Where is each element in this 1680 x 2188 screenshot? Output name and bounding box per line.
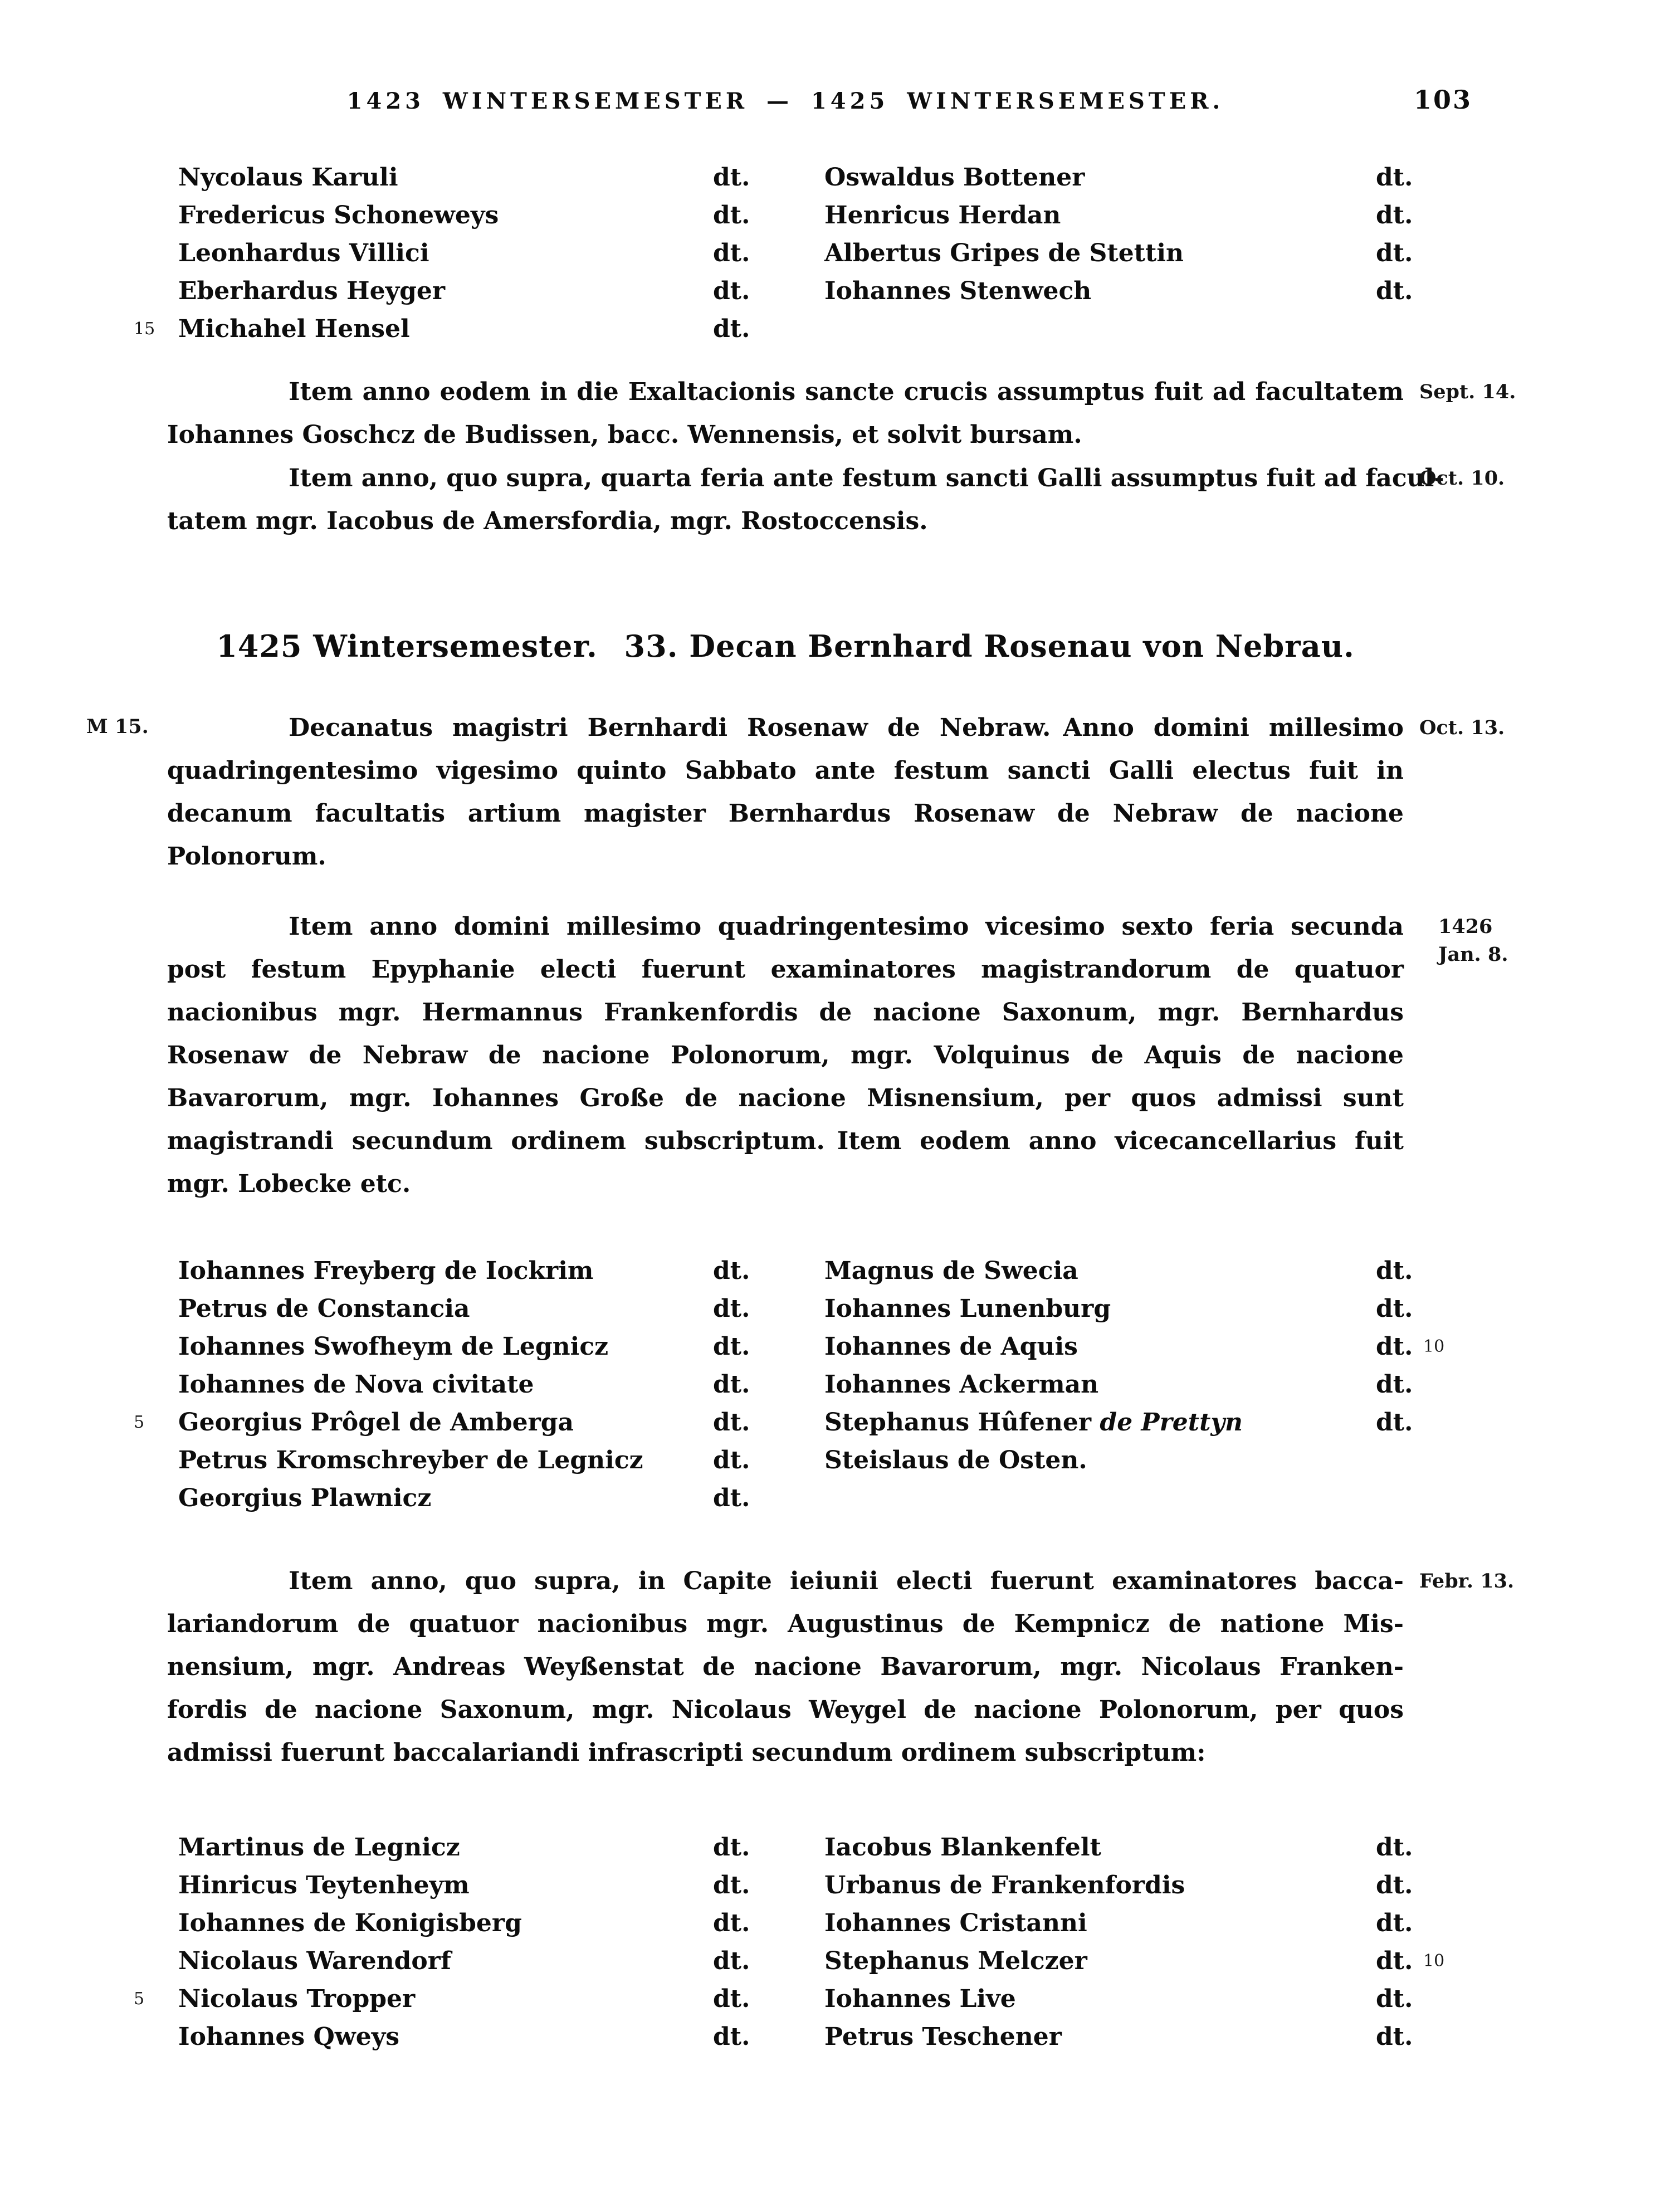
text-line: Item anno domini millesimo quadringentesimo vicesimo sexto feria secunda bbox=[289, 912, 1404, 941]
line-number bbox=[1423, 310, 1468, 348]
margin-note-line: 1426 bbox=[1438, 915, 1493, 938]
dt-paid-mark: dt. bbox=[713, 1947, 750, 1975]
dt-paid-mark: dt. bbox=[713, 163, 750, 192]
dt-paid-mark: dt. bbox=[713, 1871, 750, 1899]
dt-paid-mark: dt. bbox=[713, 315, 750, 343]
student-name: Albertus Gripes de Stettin bbox=[824, 239, 1184, 267]
line-number bbox=[128, 1904, 178, 1942]
dt-paid-mark: dt. bbox=[1376, 1295, 1413, 1323]
line-number bbox=[128, 1942, 178, 1980]
dt-paid-mark: dt. bbox=[1376, 1370, 1413, 1399]
dt-paid-mark: dt. bbox=[713, 1295, 750, 1323]
margin-note-line: Sept. 14. bbox=[1419, 380, 1516, 403]
dt-paid-mark: dt. bbox=[1376, 1408, 1413, 1437]
text-line: Polonorum. bbox=[167, 842, 326, 871]
text-line: nacionibus mgr. Hermannus Frankenfordis de nacione Saxonum, mgr. Bernhardus bbox=[167, 998, 1404, 1027]
text-line: Item anno, quo supra, quarta feria ante festum sancti Galli assumptus fuit ad facul- bbox=[289, 464, 1444, 492]
dt-paid-mark: dt. bbox=[713, 1909, 750, 1937]
list-row bbox=[128, 197, 1476, 235]
list-row bbox=[128, 159, 1476, 197]
dt-paid-mark: dt. bbox=[713, 277, 750, 305]
student-name: Iohannes de Aquis bbox=[824, 1332, 1078, 1361]
student-name: Martinus de Legnicz bbox=[178, 1833, 460, 1862]
dt-paid-mark: dt. bbox=[713, 1484, 750, 1512]
list-row bbox=[128, 1904, 1476, 1942]
dt-paid-mark: dt. bbox=[1376, 1833, 1413, 1862]
text-line: mgr. Lobecke etc. bbox=[167, 1170, 411, 1198]
line-number bbox=[1423, 1829, 1468, 1867]
line-number bbox=[1423, 1290, 1468, 1328]
dt-paid-mark bbox=[1376, 310, 1423, 348]
student-name: Eberhardus Heyger bbox=[178, 277, 446, 305]
dt-paid-mark: dt. bbox=[1376, 1947, 1413, 1975]
student-name: Petrus de Constancia bbox=[178, 1295, 470, 1323]
dt-paid-mark: dt. bbox=[1376, 163, 1413, 192]
dt-paid-mark: dt. bbox=[1376, 1871, 1413, 1899]
student-name: Petrus Teschener bbox=[824, 2023, 1062, 2051]
line-number bbox=[128, 159, 178, 197]
list-row bbox=[128, 1290, 1476, 1328]
dt-paid-mark: dt. bbox=[1376, 1257, 1413, 1285]
dt-paid-mark: dt. bbox=[713, 1408, 750, 1437]
line-number bbox=[128, 1829, 178, 1867]
dt-paid-mark: dt. bbox=[713, 1833, 750, 1862]
dt-paid-mark: dt. bbox=[1376, 201, 1413, 229]
paragraph-examinatores-magistrandorum bbox=[167, 905, 1508, 1205]
margin-note-line: Oct. 13. bbox=[1419, 716, 1505, 739]
student-name: Nicolaus Tropper bbox=[178, 1985, 416, 2013]
text-line: Bavarorum, mgr. Iohannes Große de nacione Misnensium, per quos admissi sunt bbox=[167, 1084, 1404, 1112]
student-name: Fredericus Schoneweys bbox=[178, 201, 499, 229]
student-name bbox=[824, 310, 1376, 348]
line-number bbox=[128, 1290, 178, 1328]
name-list-magistrandi bbox=[128, 1252, 1476, 1517]
line-number bbox=[128, 2018, 178, 2056]
running-head: 1423 WINTERSEMESTER — 1425 WINTERSEMESTER. bbox=[346, 88, 1224, 114]
list-row bbox=[128, 1252, 1476, 1290]
text-line: nensium, mgr. Andreas Weyßenstat de nacione Bavarorum, mgr. Nicolaus Franken- bbox=[167, 1653, 1404, 1681]
text-line: tatem mgr. Iacobus de Amersfordia, mgr. Rostoccensis. bbox=[167, 507, 928, 535]
line-number bbox=[1423, 2018, 1468, 2056]
margin-note-date bbox=[1419, 1567, 1514, 1595]
student-name: Iohannes Swofheym de Legnicz bbox=[178, 1332, 609, 1361]
list-row bbox=[128, 1442, 1476, 1479]
line-number bbox=[128, 197, 178, 235]
text-line: magistrandi secundum ordinem subscriptum. Item eodem anno vicecancellarius fuit bbox=[167, 1127, 1404, 1155]
student-name: Magnus de Swecia bbox=[824, 1257, 1078, 1285]
dt-paid-mark: dt. bbox=[713, 239, 750, 267]
line-number bbox=[1423, 1980, 1468, 2018]
dt-paid-mark: dt. bbox=[1376, 277, 1413, 305]
student-name: Henricus Herdan bbox=[824, 201, 1061, 229]
list-row bbox=[128, 1942, 1476, 1980]
line-number bbox=[128, 1366, 178, 1404]
margin-note-line: Febr. 13. bbox=[1419, 1570, 1515, 1593]
line-number bbox=[128, 272, 178, 310]
student-name: Iohannes Ackerman bbox=[824, 1370, 1099, 1399]
text-line: Rosenaw de Nebraw de nacione Polonorum, mgr. Volquinus de Aquis de nacione bbox=[167, 1041, 1404, 1069]
text-line: admissi fuerunt baccalariandi infrascripti secundum ordinem subscriptum: bbox=[167, 1738, 1206, 1767]
list-row bbox=[128, 2018, 1476, 2056]
line-number bbox=[1423, 1366, 1468, 1404]
student-name: Stephanus Hûfener de Prettyn bbox=[824, 1408, 1243, 1437]
student-name: Georgius Prôgel de Amberga bbox=[178, 1408, 574, 1437]
line-number bbox=[1423, 197, 1468, 235]
margin-note-date bbox=[1419, 714, 1505, 742]
dt-paid-mark: dt. bbox=[1376, 1909, 1413, 1937]
line-number bbox=[128, 1479, 178, 1517]
margin-note-manuscript-ref: M 15. bbox=[86, 715, 149, 738]
line-number bbox=[1423, 1867, 1468, 1904]
dt-paid-mark bbox=[1376, 1479, 1423, 1517]
margin-note-date bbox=[1419, 465, 1505, 492]
dt-paid-mark: dt. bbox=[713, 2023, 750, 2051]
text-line: quadringentesimo vigesimo quinto Sabbato ante festum sancti Galli electus fuit in bbox=[167, 756, 1404, 785]
text-line: lariandorum de quatuor nacionibus mgr. Augustinus de Kempnicz de natione Mis- bbox=[167, 1610, 1404, 1638]
dt-paid-mark: dt. bbox=[1376, 239, 1413, 267]
name-list-1423-wintersemester bbox=[128, 159, 1476, 348]
student-name: Nicolaus Warendorf bbox=[178, 1947, 451, 1975]
list-row bbox=[128, 1980, 1476, 2018]
text-line: Decanatus magistri Bernhardi Rosenaw de Nebraw. Anno domini millesimo bbox=[289, 714, 1404, 742]
student-name: Steislaus de Osten. bbox=[824, 1446, 1087, 1474]
student-name: Iohannes Live bbox=[824, 1985, 1016, 2013]
line-number bbox=[1423, 272, 1468, 310]
text-line: Iohannes Goschcz de Budissen, bacc. Wennensis, et solvit bursam. bbox=[167, 421, 1082, 449]
line-number bbox=[128, 1867, 178, 1904]
line-number bbox=[1423, 1479, 1468, 1517]
student-name: Iohannes Freyberg de Iockrim bbox=[178, 1257, 594, 1285]
student-name: Hinricus Teytenheym bbox=[178, 1871, 470, 1899]
student-name: Michahel Hensel bbox=[178, 315, 410, 343]
margin-note-date bbox=[1419, 378, 1516, 406]
student-name: Georgius Plawnicz bbox=[178, 1484, 432, 1512]
student-name: Petrus Kromschreyber de Legnicz bbox=[178, 1446, 643, 1474]
margin-note-line: Jan. 8. bbox=[1438, 943, 1508, 966]
paragraph-exaltacionis bbox=[167, 370, 1516, 456]
student-name: Iacobus Blankenfelt bbox=[824, 1833, 1101, 1862]
list-row bbox=[128, 1867, 1476, 1904]
list-row bbox=[128, 1366, 1476, 1404]
name-list-baccalariandi bbox=[128, 1829, 1476, 2056]
dt-paid-mark: dt. bbox=[713, 1985, 750, 2013]
line-number bbox=[128, 1442, 178, 1479]
list-row bbox=[128, 235, 1476, 272]
margin-note-line: Oct. 10. bbox=[1419, 467, 1505, 490]
line-number: 5 bbox=[134, 1413, 145, 1432]
student-name: Oswaldus Bottener bbox=[824, 163, 1085, 192]
dt-paid-mark bbox=[1376, 1442, 1423, 1479]
list-row bbox=[128, 1479, 1476, 1517]
line-number bbox=[1423, 1252, 1468, 1290]
text-line: decanum facultatis artium magister Bernhardus Rosenaw de Nebraw de nacione bbox=[167, 799, 1404, 828]
list-row bbox=[128, 1328, 1476, 1366]
dt-paid-mark: dt. bbox=[1376, 1332, 1413, 1361]
text-line: post festum Epyphanie electi fuerunt examinatores magistrandorum de quatuor bbox=[167, 955, 1404, 984]
line-number bbox=[128, 235, 178, 272]
list-row bbox=[128, 310, 1476, 348]
paragraph-sancti-galli bbox=[167, 457, 1505, 543]
student-name: Iohannes Qweys bbox=[178, 2023, 400, 2051]
dt-paid-mark: dt. bbox=[1376, 1985, 1413, 2013]
dt-paid-mark: dt. bbox=[713, 1332, 750, 1361]
list-row bbox=[128, 1404, 1476, 1442]
student-name: Iohannes Lunenburg bbox=[824, 1295, 1111, 1323]
student-name: Iohannes de Nova civitate bbox=[178, 1370, 534, 1399]
section-heading: 1425 Wintersemester. 33. Decan Bernhard Rosenau von Nebrau. bbox=[216, 628, 1355, 664]
student-name: Iohannes de Konigisberg bbox=[178, 1909, 522, 1937]
line-number: 5 bbox=[134, 1989, 145, 2009]
line-number: 15 bbox=[134, 319, 155, 339]
student-name: Iohannes Cristanni bbox=[824, 1909, 1087, 1937]
student-name: Stephanus Melczer bbox=[824, 1947, 1087, 1975]
dt-paid-mark: dt. bbox=[713, 1370, 750, 1399]
line-number bbox=[1423, 1442, 1468, 1479]
line-number bbox=[128, 1328, 178, 1366]
dt-paid-mark: dt. bbox=[713, 201, 750, 229]
student-name: Urbanus de Frankenfordis bbox=[824, 1871, 1185, 1899]
line-number bbox=[1423, 1904, 1468, 1942]
page-number: 103 bbox=[1414, 85, 1473, 115]
line-number: 10 bbox=[1423, 1337, 1445, 1356]
margin-note-date bbox=[1438, 913, 1508, 969]
line-number bbox=[128, 1252, 178, 1290]
line-number bbox=[1423, 235, 1468, 272]
text-line: fordis de nacione Saxonum, mgr. Nicolaus Weygel de nacione Polonorum, per quos bbox=[167, 1696, 1404, 1724]
origin-place-italic: de Prettyn bbox=[1100, 1408, 1243, 1437]
text-line: Item anno eodem in die Exaltacionis sancte crucis assumptus fuit ad facultatem bbox=[289, 378, 1404, 406]
text-line: Item anno, quo supra, in Capite ieiunii electi fuerunt examinatores bacca- bbox=[289, 1567, 1404, 1595]
dt-paid-mark: dt. bbox=[713, 1446, 750, 1474]
line-number: 10 bbox=[1423, 1951, 1445, 1971]
student-name: Leonhardus Villici bbox=[178, 239, 429, 267]
paragraph-examinatores-baccalariandorum bbox=[167, 1560, 1515, 1774]
line-number bbox=[1423, 159, 1468, 197]
paragraph-decanatus bbox=[86, 706, 1505, 878]
list-row bbox=[128, 272, 1476, 310]
line-number bbox=[1423, 1404, 1468, 1442]
student-name: Iohannes Stenwech bbox=[824, 277, 1092, 305]
student-name: Nycolaus Karuli bbox=[178, 163, 398, 192]
dt-paid-mark: dt. bbox=[713, 1257, 750, 1285]
student-name bbox=[824, 1479, 1376, 1517]
list-row bbox=[128, 1829, 1476, 1867]
dt-paid-mark: dt. bbox=[1376, 2023, 1413, 2051]
